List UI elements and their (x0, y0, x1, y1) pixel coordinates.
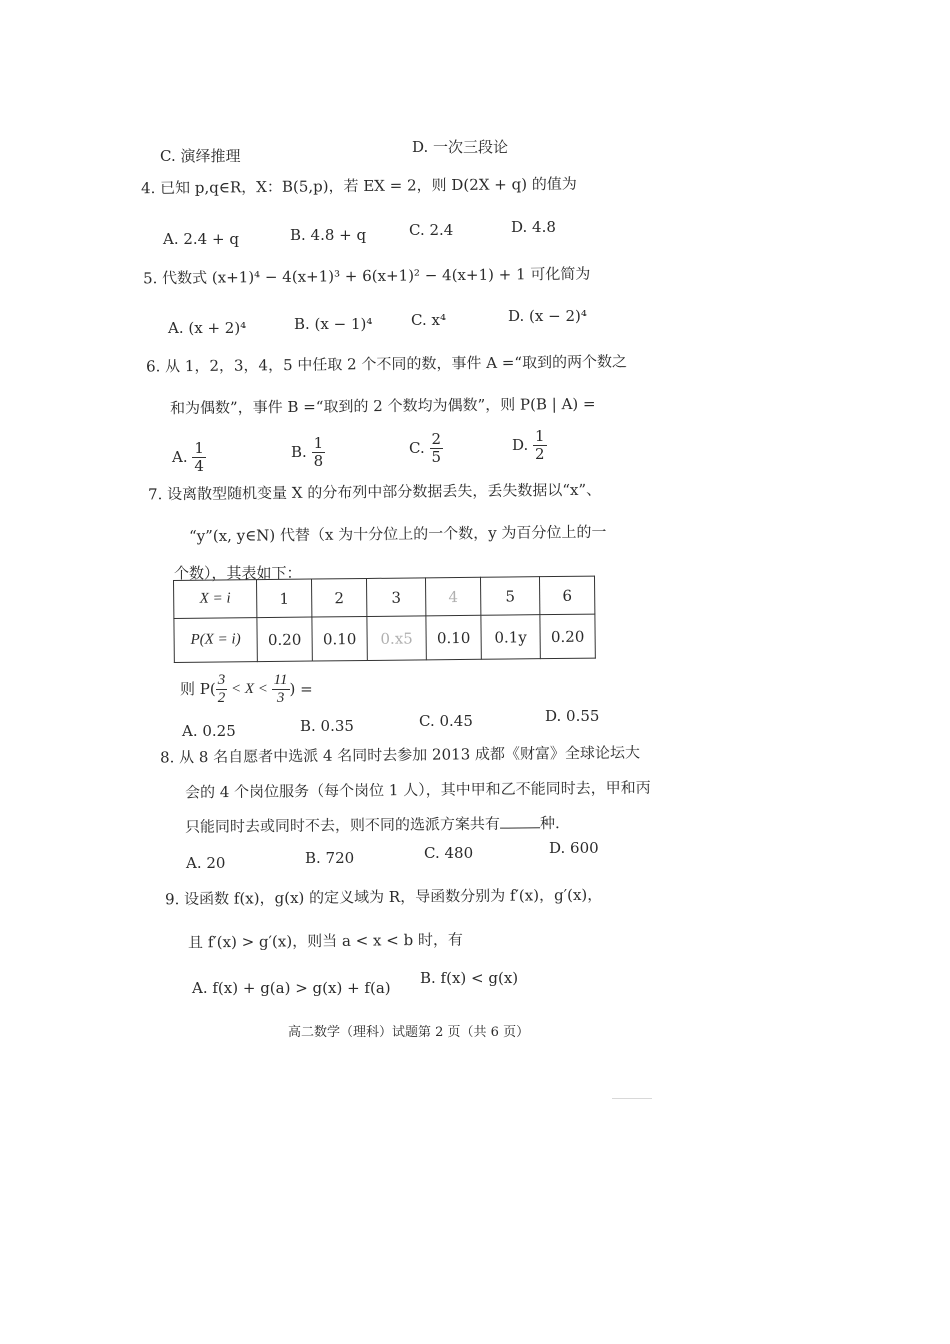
distribution-table (173, 576, 596, 663)
q6-option-b-denominator: 8 (313, 452, 324, 470)
q3-option-c: C. 演绎推理 (160, 147, 241, 165)
q7-stem-line2: “y”(x, y∈N) 代替（x 为十分位上的一个数，y 为百分位上的一 (188, 522, 607, 546)
table-row (174, 614, 595, 662)
q6-option-b-label: B. (291, 443, 307, 461)
q6-option-c-denominator: 5 (431, 448, 442, 466)
table-header-cell: P(X = i) (174, 618, 257, 663)
table-cell: 2 (311, 578, 366, 617)
q7-option-c: C. 0.45 (419, 712, 473, 730)
q7-question (180, 672, 313, 707)
scan-mark (612, 1098, 652, 1099)
table-cell: 0.x5 (367, 616, 426, 661)
q7-option-a: A. 0.25 (182, 722, 236, 740)
q5-option-c: C. x⁴ (411, 311, 446, 329)
table-cell: 0.20 (257, 617, 312, 662)
q7-option-d: D. 0.55 (545, 707, 600, 725)
q4-option-b: B. 4.8 + q (290, 226, 367, 244)
table-cell: 1 (257, 579, 312, 618)
q9-option-b: B. f(x) < g(x) (420, 969, 519, 987)
q4-option-d: D. 4.8 (511, 218, 556, 236)
q6-option-d-fraction (533, 428, 547, 463)
q7-question-suffix: ) = (289, 680, 313, 698)
q8-option-d: D. 600 (549, 839, 599, 857)
q8-option-a: A. 20 (186, 854, 226, 872)
q5-option-d: D. (x − 2)⁴ (508, 307, 587, 325)
q7-fraction-upper-denominator: 3 (276, 690, 285, 706)
q6-option-c-numerator: 2 (431, 430, 442, 448)
q5-stem: 5. 代数式 (x+1)⁴ − 4(x+1)³ + 6(x+1)² − 4(x+1) + 1 可化简为 (142, 264, 591, 288)
q6-option-c-fraction (430, 431, 444, 466)
q6-option-a-fraction (192, 440, 206, 475)
q7-fraction-upper-numerator: 11 (273, 672, 288, 688)
q9-stem-line2: 且 f′(x) > g′(x)，则当 a < x < b 时，有 (187, 930, 464, 952)
q5-option-b: B. (x − 1)⁴ (294, 315, 373, 333)
table-cell: 3 (366, 578, 425, 617)
table-cell: 0.10 (312, 616, 367, 661)
q7-stem-line3: 个数），其表如下： (174, 564, 302, 582)
q6-option-d-numerator: 1 (535, 427, 545, 445)
q8-stem-line3-text: 只能同时去或同时不去，则不同的选派方案共有 (184, 814, 501, 836)
table-cell: 4 (425, 577, 480, 616)
answer-blank (500, 813, 540, 828)
page-footer: 高二数学（理科）试题第 2 页（共 6 页） (288, 1025, 530, 1040)
q9-option-a: A. f(x) + g(a) > g(x) + f(a) (192, 979, 391, 997)
q8-stem-line3-unit: 种. (539, 814, 560, 833)
q6-option-a-denominator: 4 (194, 457, 204, 475)
table-row (174, 576, 595, 618)
q4-option-c: C. 2.4 (409, 221, 454, 239)
table-cell: 0.20 (540, 614, 595, 659)
q7-stem-line1: 7. 设离散型随机变量 X 的分布列中部分数据丢失，丢失数据以“x”、 (147, 480, 602, 504)
q6-option-d (512, 428, 547, 463)
q8-stem-line1: 8. 从 8 名自愿者中选派 4 名同时去参加 2013 成都《财富》全球论坛大 (159, 743, 641, 767)
q7-question-prefix: 则 P( (180, 680, 216, 698)
q7-fraction-lower-numerator: 3 (217, 672, 226, 688)
q8-option-b: B. 720 (305, 849, 355, 867)
q3-option-d: D. 一次三段论 (412, 138, 509, 156)
q7-fraction-lower (216, 672, 228, 707)
table-cell: 5 (480, 577, 539, 616)
q8-stem-line3 (185, 813, 560, 837)
q9-stem-line1: 9. 设函数 f(x)，g(x) 的定义域为 R，导函数分别为 f′(x)，g′(x)， (164, 885, 603, 909)
q6-option-b-fraction (312, 435, 326, 470)
table-cell: 0.10 (426, 615, 481, 660)
q6-option-d-label: D. (512, 436, 529, 454)
q4-stem: 4. 已知 p,q∈R，X：B(5,p)，若 EX = 2，则 D(2X + q) 的值为 (140, 174, 577, 198)
q6-stem-line2: 和为偶数”，事件 B =“取到的 2 个数均为偶数”，则 P(B | A) = (169, 394, 596, 418)
q6-option-b-numerator: 1 (313, 434, 324, 452)
table-header-cell: X = i (174, 580, 257, 619)
q6-option-c (409, 431, 443, 466)
q6-stem-line1: 6. 从 1，2，3，4，5 中任取 2 个不同的数，事件 A =“取到的两个数之 (145, 352, 628, 376)
q7-fraction-upper (272, 672, 290, 707)
q7-option-b: B. 0.35 (300, 717, 354, 735)
q6-option-a-label: A. (172, 448, 188, 466)
table-cell: 0.1y (481, 615, 540, 660)
q8-stem-line2: 会的 4 个岗位服务（每个岗位 1 人），其中甲和乙不能同时去，甲和丙 (184, 778, 651, 802)
q8-option-c: C. 480 (424, 844, 474, 862)
q6-option-c-label: C. (409, 439, 425, 457)
q7-fraction-lower-denominator: 2 (217, 690, 226, 706)
q6-option-d-denominator: 2 (535, 445, 545, 463)
q5-option-a: A. (x + 2)⁴ (168, 319, 247, 337)
q7-question-middle: < X < (227, 681, 272, 697)
q4-option-a: A. 2.4 + q (163, 230, 239, 248)
table-cell: 6 (539, 576, 594, 615)
q6-option-a-numerator: 1 (194, 439, 204, 457)
q6-option-a (172, 440, 206, 475)
q6-option-b (291, 435, 325, 470)
